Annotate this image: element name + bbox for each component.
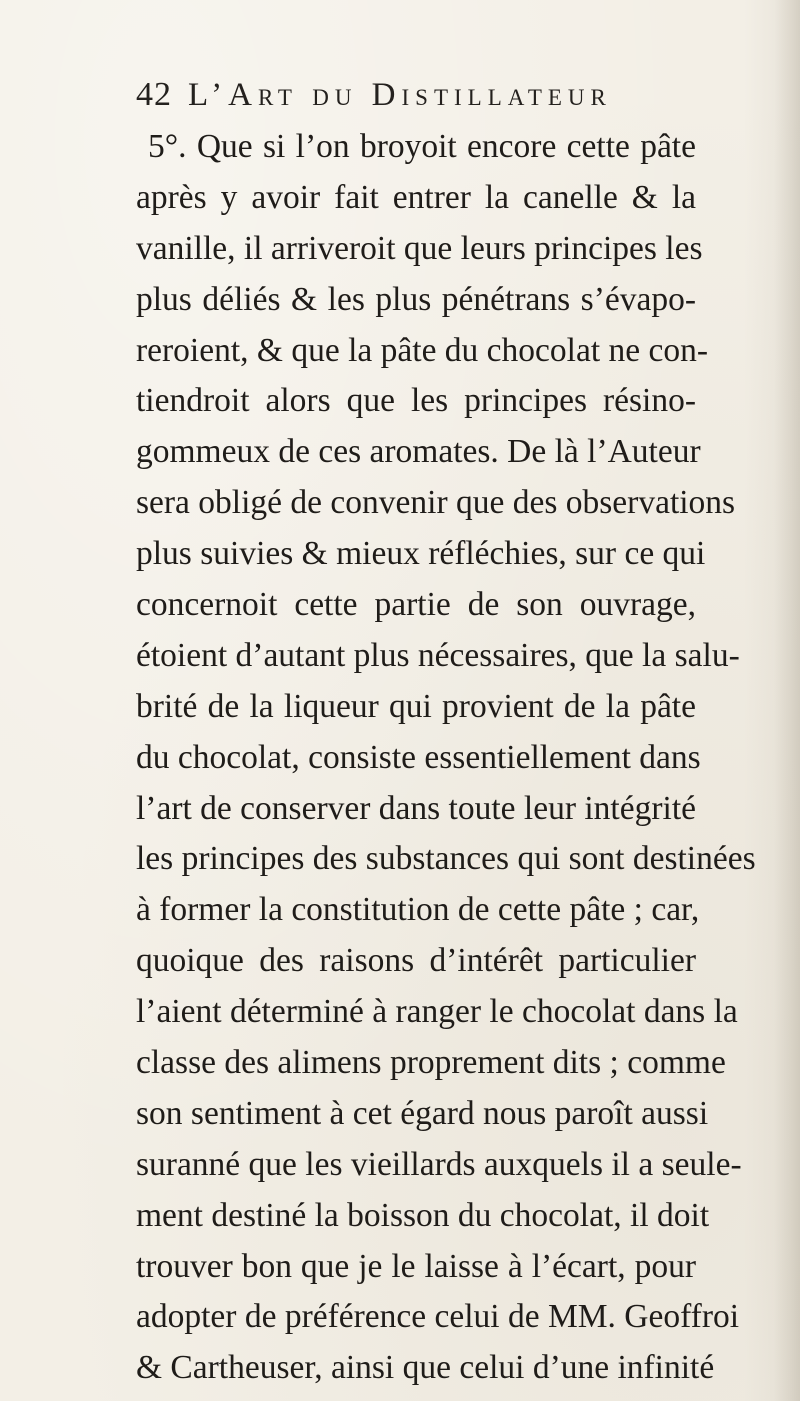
text-line: ment destiné la boisson du chocolat, il doit: [136, 1196, 710, 1234]
text-line: les principes des substances qui sont destinées: [136, 840, 756, 878]
running-head: [136, 76, 656, 124]
text-line: concernoit cette partie de son ouvrage,: [136, 586, 696, 624]
text-line: brité de la liqueur qui provient de la pâte: [136, 687, 696, 725]
text-line: suranné que les vieillards auxquels il a seule-: [136, 1145, 742, 1183]
text-line: trouver bon que je le laisse à l’écart, pour: [136, 1247, 696, 1285]
text-line: du chocolat, consiste essentiellement dans: [136, 738, 701, 776]
running-head-title: L’Art du Distillateur: [188, 77, 612, 113]
text-line: à former la constitution de cette pâte ; car,: [136, 891, 700, 929]
text-line: classe des alimens proprement dits ; comme: [136, 1044, 726, 1082]
text-line: plus déliés & les plus pénétrans s’évapo-: [136, 280, 696, 318]
text-line: sera obligé de convenir que des observations: [136, 484, 736, 522]
text-line: l’aient déterminé à ranger le chocolat dans la: [136, 993, 738, 1031]
text-line: gommeux de ces aromates. De là l’Auteur: [136, 433, 701, 471]
text-line: reroient, & que la pâte du chocolat ne con-: [136, 331, 709, 369]
page-edge-shadow: [774, 0, 800, 1401]
text-line: son sentiment à cet égard nous paroît aussi: [136, 1094, 709, 1132]
text-line: étoient d’autant plus nécessaires, que la salu-: [136, 636, 740, 674]
text-line: quoique des raisons d’intérêt particulier: [136, 942, 696, 980]
body-text: [136, 122, 756, 1394]
text-line: & Cartheuser, ainsi que celui d’une infinité: [136, 1349, 715, 1387]
text-line: l’art de conserver dans toute leur intégrité: [136, 789, 696, 827]
text-line: 5°. Que si l’on broyoit encore cette pâte: [148, 128, 696, 165]
text-line: tiendroit alors que les principes résino-: [136, 382, 696, 420]
page-number: 42: [136, 76, 172, 113]
text-line: après y avoir fait entrer la canelle & la: [136, 178, 696, 216]
text-line: plus suivies & mieux réfléchies, sur ce qui: [136, 535, 706, 573]
text-line: adopter de préférence celui de MM. Geoffroi: [136, 1298, 740, 1336]
text-line: vanille, il arriveroit que leurs principes les: [136, 229, 703, 267]
